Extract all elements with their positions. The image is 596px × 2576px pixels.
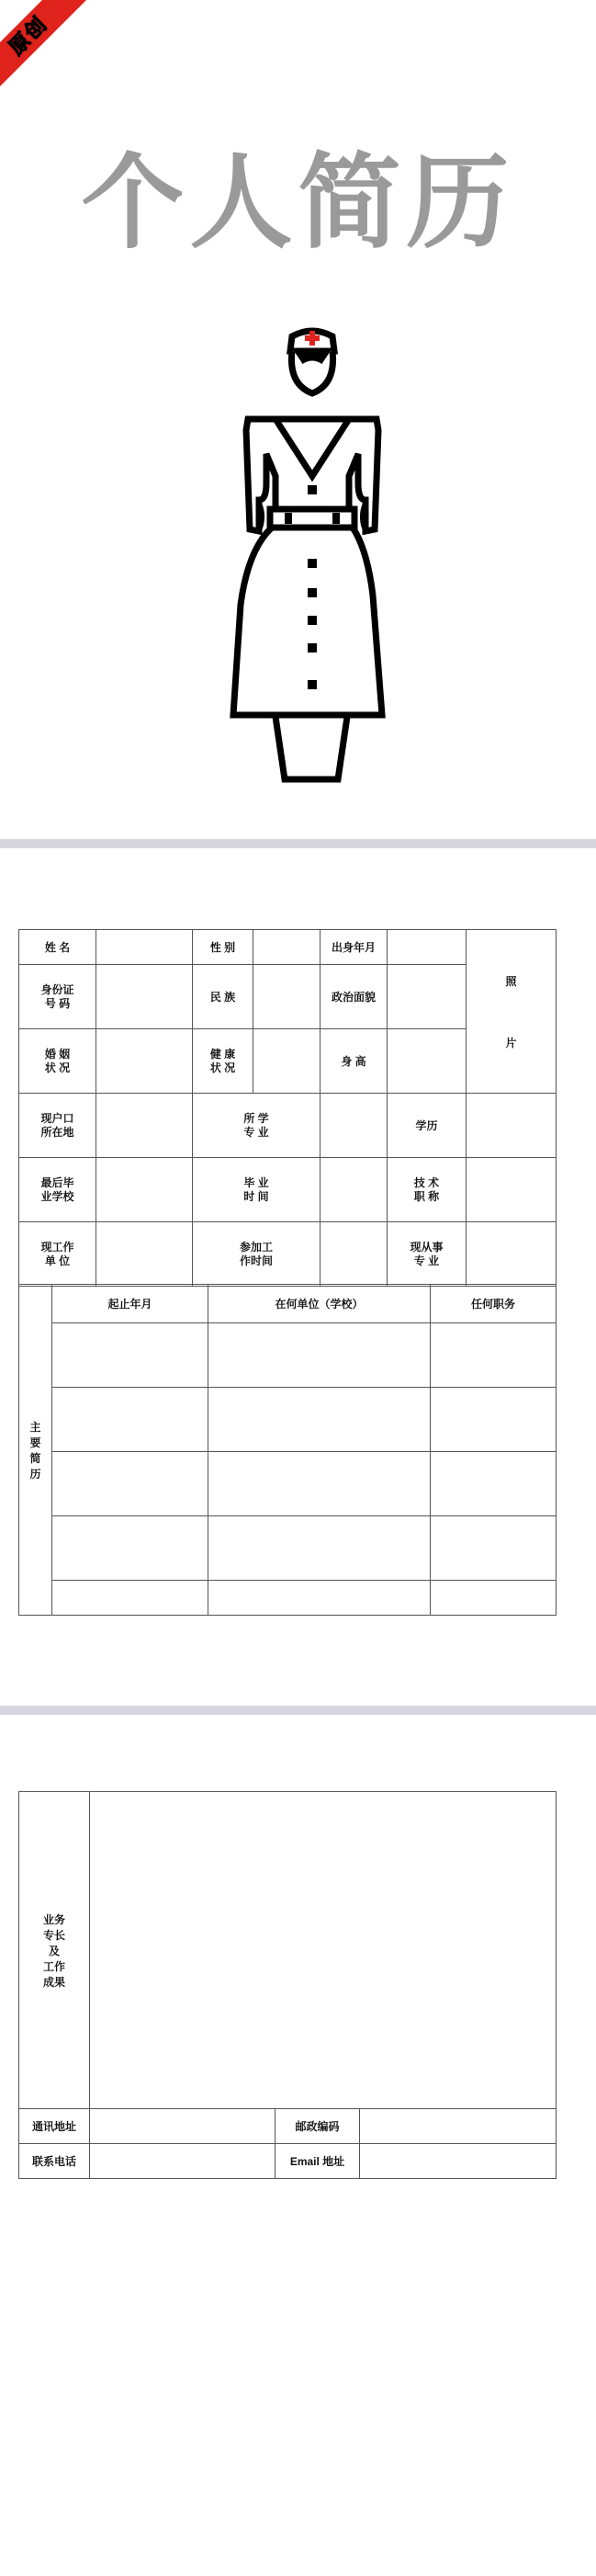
- input-tech-title[interactable]: [467, 1158, 557, 1222]
- cover-title: 个人简历: [81, 143, 515, 263]
- input-height[interactable]: [388, 1029, 467, 1094]
- resume-form-basic: [18, 929, 557, 1287]
- label-height: 身 高: [320, 1029, 388, 1094]
- history-char-2: 要: [29, 1436, 41, 1449]
- label-tech-title: 技 术 职 称: [388, 1158, 467, 1222]
- history-cell[interactable]: [431, 1323, 557, 1388]
- history-cell[interactable]: [208, 1388, 431, 1452]
- history-cell[interactable]: [431, 1388, 557, 1452]
- input-gender[interactable]: [253, 930, 320, 965]
- history-cell[interactable]: [52, 1323, 208, 1388]
- label-degree: 学历: [388, 1094, 467, 1158]
- input-degree[interactable]: [467, 1094, 557, 1158]
- badge-ribbon: [0, 0, 88, 96]
- badge-label: 原创: [4, 11, 52, 60]
- label-gender: 性 别: [193, 930, 253, 965]
- label-health: 健 康 状 况: [193, 1029, 253, 1094]
- history-cell[interactable]: [431, 1516, 557, 1581]
- history-cell[interactable]: [52, 1452, 208, 1516]
- label-birth: 出身年月: [320, 930, 388, 965]
- nurse-illustration: [220, 320, 404, 798]
- label-major: 所 学 专 业: [193, 1094, 320, 1158]
- input-political[interactable]: [388, 965, 467, 1029]
- label-id: 身份证 号 码: [19, 965, 96, 1029]
- photo-label-2: 片: [505, 1036, 517, 1050]
- label-email: Email 地址: [276, 2144, 360, 2179]
- label-address: 通讯地址: [19, 2109, 90, 2144]
- input-hukou[interactable]: [96, 1094, 193, 1158]
- label-work-start: 参加工 作时间: [193, 1222, 320, 1287]
- photo-box[interactable]: [467, 930, 557, 1094]
- history-cell[interactable]: [431, 1452, 557, 1516]
- input-birth[interactable]: [388, 930, 467, 965]
- input-ethnic[interactable]: [253, 965, 320, 1029]
- history-cell[interactable]: [52, 1581, 208, 1616]
- input-expertise[interactable]: [90, 1792, 557, 2109]
- section-divider-1: [0, 839, 596, 848]
- history-char-4: 历: [29, 1467, 41, 1481]
- history-label: [19, 1285, 52, 1616]
- photo-label-1: 照: [505, 974, 517, 988]
- col-position: 任何职务: [431, 1285, 557, 1323]
- history-cell[interactable]: [52, 1388, 208, 1452]
- input-grad-time[interactable]: [320, 1158, 388, 1222]
- input-address[interactable]: [90, 2109, 276, 2144]
- label-postcode: 邮政编码: [276, 2109, 360, 2144]
- history-cell[interactable]: [208, 1581, 431, 1616]
- input-work-start[interactable]: [320, 1222, 388, 1287]
- label-current-field: 现从事 专 业: [388, 1222, 467, 1287]
- input-id[interactable]: [96, 965, 193, 1029]
- resume-form-extra: [18, 1791, 557, 2179]
- input-email[interactable]: [360, 2144, 557, 2179]
- history-char-1: 主: [29, 1420, 41, 1434]
- input-name[interactable]: [96, 930, 193, 965]
- input-postcode[interactable]: [360, 2109, 557, 2144]
- label-employer: 现工作 单 位: [19, 1222, 96, 1287]
- label-marital: 婚 姻 状 况: [19, 1029, 96, 1094]
- input-employer[interactable]: [96, 1222, 193, 1287]
- col-unit: 在何单位（学校）: [208, 1285, 431, 1323]
- label-expertise: 业务 专长 及 工作 成果: [19, 1792, 90, 2109]
- label-political: 政治面貌: [320, 965, 388, 1029]
- input-phone[interactable]: [90, 2144, 276, 2179]
- col-period: 起止年月: [52, 1285, 208, 1323]
- label-school: 最后毕 业学校: [19, 1158, 96, 1222]
- section-divider-2: [0, 1706, 596, 1715]
- label-ethnic: 民 族: [193, 965, 253, 1029]
- label-hukou: 现户口 所在地: [19, 1094, 96, 1158]
- label-name: 姓 名: [19, 930, 96, 965]
- history-char-3: 简: [29, 1451, 41, 1465]
- resume-form-history: [18, 1284, 557, 1616]
- label-grad-time: 毕 业 时 间: [193, 1158, 320, 1222]
- input-major[interactable]: [320, 1094, 388, 1158]
- input-health[interactable]: [253, 1029, 320, 1094]
- input-school[interactable]: [96, 1158, 193, 1222]
- label-phone: 联系电话: [19, 2144, 90, 2179]
- nurse-hair: [296, 351, 329, 362]
- nurse-legs: [276, 717, 347, 779]
- history-cell[interactable]: [431, 1581, 557, 1616]
- history-cell[interactable]: [208, 1516, 431, 1581]
- history-cell[interactable]: [52, 1516, 208, 1581]
- original-badge: [0, 0, 101, 101]
- input-marital[interactable]: [96, 1029, 193, 1094]
- input-current-field[interactable]: [467, 1222, 557, 1287]
- history-cell[interactable]: [208, 1323, 431, 1388]
- history-cell[interactable]: [208, 1452, 431, 1516]
